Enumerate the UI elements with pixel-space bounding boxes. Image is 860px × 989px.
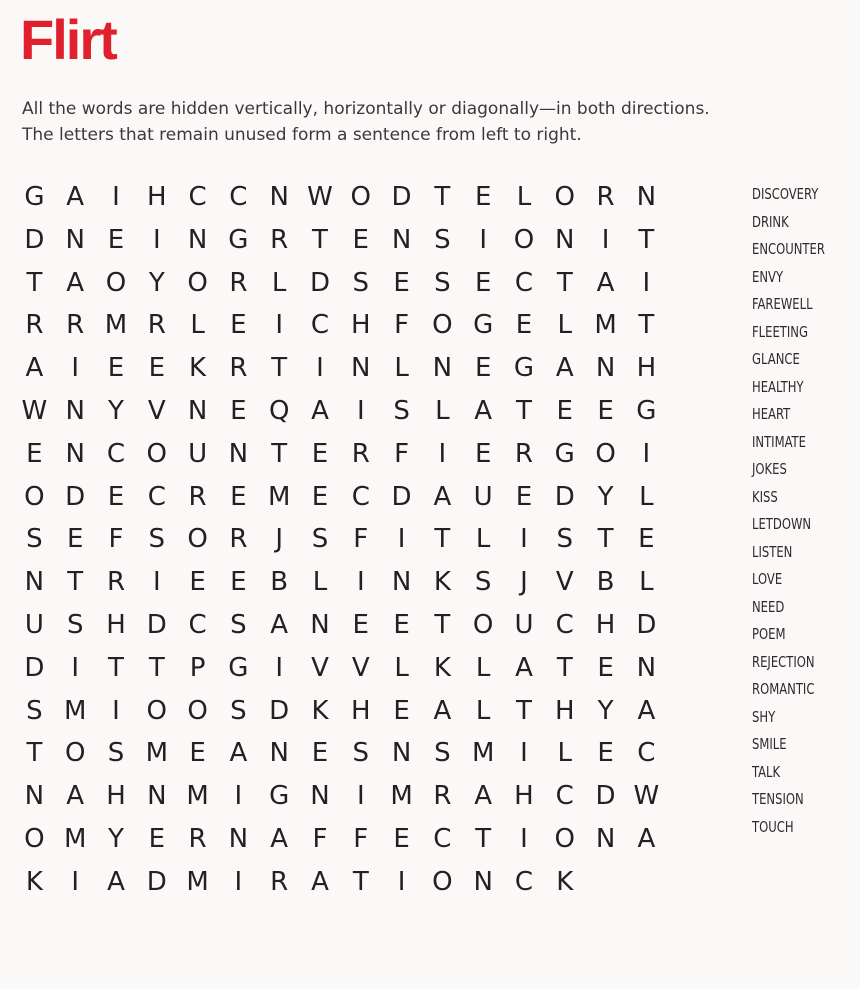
grid-letter: O — [24, 481, 45, 512]
grid-letter: T — [26, 267, 43, 298]
grid-letter: T — [108, 652, 124, 683]
grid-letter: D — [391, 481, 412, 512]
grid-letter: S — [66, 609, 84, 640]
grid-letter: L — [475, 524, 491, 555]
grid-letter: R — [270, 866, 289, 897]
grid-letter: S — [352, 738, 370, 769]
grid-letter: T — [148, 652, 165, 683]
grid-letter: D — [146, 609, 167, 640]
grid-letter: V — [147, 395, 166, 426]
grid-letter: F — [312, 823, 328, 854]
grid-letter: R — [596, 182, 615, 212]
grid-letter: N — [636, 652, 657, 683]
grid-letter: R — [229, 524, 248, 555]
grid-letter: U — [514, 609, 534, 640]
grid-letter: E — [311, 438, 329, 469]
grid-letter: E — [393, 267, 410, 298]
grid-letter: H — [350, 310, 371, 341]
word-list-item: INTIMATE — [752, 432, 806, 451]
grid-letter: R — [514, 438, 533, 469]
grid-letter: T — [67, 567, 84, 598]
grid-letter: O — [105, 267, 127, 298]
grid-letter: I — [275, 652, 284, 683]
grid-letter: F — [353, 823, 369, 854]
word-list-item: TOUCH — [752, 817, 794, 836]
grid-letter: E — [148, 823, 165, 854]
grid-letter: M — [186, 781, 209, 812]
grid-letter: R — [66, 310, 85, 341]
grid-letter: T — [638, 310, 655, 341]
grid-letter: A — [311, 395, 329, 426]
grid-letter: E — [474, 353, 492, 384]
grid-letter: C — [188, 609, 207, 640]
grid-letter: I — [112, 182, 120, 212]
grid-letter: N — [473, 866, 493, 897]
grid-letter: N — [65, 224, 85, 255]
grid-letter: E — [638, 524, 655, 555]
grid-letter: R — [351, 438, 370, 469]
grid-letter: E — [26, 438, 43, 469]
grid-letter: S — [556, 524, 574, 555]
grid-letter: S — [148, 524, 166, 555]
grid-letter: O — [554, 823, 575, 854]
grid-letter: N — [391, 567, 412, 598]
grid-letter: I — [520, 738, 528, 769]
grid-letter: E — [393, 609, 410, 640]
grid-letter: O — [64, 738, 86, 769]
grid-letter: D — [65, 481, 86, 512]
grid-letter: I — [520, 524, 528, 555]
grid-letter: C — [351, 481, 370, 512]
grid-letter: O — [350, 182, 371, 212]
grid-letter: E — [230, 481, 247, 512]
grid-letter: E — [597, 652, 614, 683]
grid-letter: S — [107, 738, 125, 769]
grid-letter: N — [228, 823, 249, 854]
word-list-item: LETDOWN — [752, 515, 812, 533]
grid-letter: E — [230, 567, 247, 598]
grid-letter: H — [595, 609, 616, 640]
grid-letter: A — [25, 353, 44, 384]
grid-letter: L — [516, 182, 532, 212]
letter-grid — [14, 178, 674, 906]
grid-letter: I — [356, 567, 365, 598]
grid-letter: S — [311, 524, 329, 555]
grid-letter: L — [271, 267, 287, 298]
grid-letter: E — [352, 609, 369, 640]
grid-letter: O — [554, 182, 575, 212]
grid-letter: E — [107, 353, 125, 384]
grid-letter: N — [555, 224, 575, 255]
grid-letter: I — [642, 438, 651, 469]
grid-letter: J — [275, 524, 284, 555]
grid-letter: I — [397, 866, 406, 897]
word-list-item: KISS — [752, 487, 778, 506]
grid-letter: W — [21, 395, 48, 426]
grid-letter: N — [187, 224, 208, 255]
grid-letter: E — [597, 395, 614, 426]
grid-letter: I — [71, 866, 80, 897]
grid-letter: M — [594, 310, 617, 341]
grid-letter: L — [639, 567, 654, 598]
grid-letter: G — [228, 652, 249, 683]
grid-letter: R — [25, 310, 44, 341]
grid-letter: B — [596, 567, 615, 598]
grid-letter: S — [434, 224, 451, 255]
puzzle-instructions: All the words are hidden vertically, horizontally or diagonally—in both directions. The letters that remain unused form a sentence from left to right. — [22, 99, 710, 145]
grid-letter: A — [555, 353, 574, 384]
grid-letter: N — [65, 438, 85, 469]
grid-letter: H — [106, 781, 126, 812]
grid-letter: M — [63, 695, 87, 726]
grid-letter: D — [146, 866, 167, 897]
grid-letter: D — [554, 481, 575, 512]
grid-letter: I — [397, 524, 406, 555]
grid-letter: M — [267, 481, 291, 512]
grid-letter: T — [597, 524, 614, 555]
grid-letter: T — [516, 395, 532, 426]
grid-letter: N — [310, 609, 330, 640]
grid-letter: L — [435, 395, 450, 426]
grid-letter: O — [24, 823, 45, 854]
word-list-item: SMILE — [752, 735, 787, 753]
grid-letter: H — [147, 182, 167, 212]
grid-letter: D — [269, 695, 290, 726]
grid-letter: E — [107, 481, 125, 512]
word-list-item: DISCOVERY — [752, 185, 819, 203]
grid-letter: D — [309, 267, 330, 298]
grid-letter: G — [636, 395, 657, 426]
grid-letter: A — [66, 182, 85, 212]
grid-letter: S — [434, 267, 451, 298]
grid-letter: M — [104, 310, 128, 341]
grid-letter: F — [394, 438, 410, 469]
grid-letter: U — [24, 609, 44, 640]
grid-letter: H — [106, 609, 126, 640]
grid-letter: S — [393, 395, 410, 426]
grid-letter: D — [24, 224, 45, 255]
grid-letter: U — [188, 438, 208, 469]
grid-letter: O — [432, 866, 453, 897]
grid-letter: R — [270, 224, 289, 255]
grid-letter: R — [188, 823, 207, 854]
word-list-item: ENVY — [752, 267, 784, 286]
grid-letter: A — [433, 481, 452, 512]
grid-letter: V — [555, 567, 574, 598]
grid-letter: O — [146, 695, 168, 726]
grid-letter: R — [188, 481, 207, 512]
grid-letter: T — [312, 224, 328, 255]
grid-letter: C — [514, 267, 534, 298]
grid-letter: C — [555, 781, 574, 812]
grid-letter: T — [475, 823, 492, 854]
grid-letter: E — [107, 224, 125, 255]
grid-letter: B — [270, 567, 289, 598]
grid-letter: E — [474, 182, 492, 212]
grid-letter: S — [26, 695, 43, 726]
grid-letter: E — [556, 395, 573, 426]
grid-letter: C — [229, 182, 248, 212]
grid-letter: C — [637, 738, 656, 769]
grid-letter: L — [475, 652, 491, 683]
grid-letter: I — [112, 695, 120, 726]
grid-letter: Y — [148, 267, 165, 298]
grid-letter: N — [595, 823, 616, 854]
grid-letter: H — [554, 695, 575, 726]
word-list-item: DRINK — [752, 212, 789, 231]
grid-letter: L — [475, 695, 491, 726]
grid-letter: G — [269, 781, 290, 812]
grid-letter: N — [310, 781, 330, 812]
grid-letter: T — [434, 609, 451, 640]
grid-letter: C — [514, 866, 534, 897]
grid-letter: A — [474, 395, 493, 426]
grid-letter: E — [230, 395, 247, 426]
grid-letter: I — [234, 866, 243, 897]
grid-letter: Y — [597, 481, 614, 512]
grid-letter: I — [275, 310, 284, 341]
grid-letter: S — [434, 738, 451, 769]
grid-letter: U — [473, 481, 493, 512]
grid-letter: D — [391, 182, 412, 212]
grid-letter: I — [438, 438, 447, 469]
grid-letter: S — [230, 695, 247, 726]
grid-letter: E — [515, 310, 533, 341]
word-list-item: LISTEN — [752, 542, 793, 561]
grid-letter: L — [394, 353, 409, 384]
grid-letter: I — [601, 224, 610, 255]
grid-letter: E — [230, 310, 247, 341]
grid-letter: W — [633, 781, 660, 812]
grid-letter: A — [107, 866, 125, 897]
grid-letter: A — [311, 866, 329, 897]
grid-letter: N — [24, 567, 45, 598]
grid-letter: T — [26, 738, 43, 769]
grid-letter: I — [316, 353, 324, 384]
grid-letter: I — [479, 224, 487, 255]
grid-letter: D — [595, 781, 616, 812]
grid-letter: T — [434, 524, 451, 555]
grid-letter: D — [24, 652, 45, 683]
grid-letter: R — [229, 267, 248, 298]
grid-letter: N — [391, 224, 412, 255]
word-list-item: ROMANTIC — [752, 680, 815, 698]
grid-letter: A — [637, 823, 656, 854]
grid-letter: Y — [108, 395, 124, 426]
word-list-item: HEALTHY — [752, 377, 804, 396]
grid-letter: Q — [268, 395, 290, 426]
grid-letter: I — [71, 652, 80, 683]
grid-letter: M — [471, 738, 495, 769]
grid-letter: H — [636, 353, 657, 384]
grid-letter: N — [391, 738, 412, 769]
grid-letter: K — [433, 652, 451, 683]
grid-letter: E — [474, 267, 492, 298]
grid-letter: S — [230, 609, 247, 640]
word-list-item: FLEETING — [752, 322, 808, 341]
grid-letter: T — [352, 866, 369, 897]
word-list-item: LOVE — [752, 570, 783, 588]
grid-letter: I — [520, 823, 528, 854]
grid-letter: S — [26, 524, 43, 555]
grid-letter: G — [473, 310, 494, 341]
word-list-item: JOKES — [752, 460, 787, 478]
grid-letter: J — [520, 567, 528, 598]
grid-letter: G — [228, 224, 249, 255]
grid-letter: A — [229, 738, 248, 769]
grid-letter: L — [190, 310, 205, 341]
grid-letter: V — [311, 652, 329, 683]
grid-letter: O — [472, 609, 494, 640]
grid-letter: A — [66, 781, 85, 812]
grid-letter: S — [352, 267, 370, 298]
grid-letter: A — [515, 652, 533, 683]
grid-letter: A — [270, 823, 289, 854]
grid-letter: S — [474, 567, 492, 598]
grid-letter: N — [228, 438, 249, 469]
grid-letter: I — [642, 267, 651, 298]
grid-letter: E — [311, 481, 329, 512]
grid-letter: C — [555, 609, 574, 640]
grid-letter: T — [271, 438, 288, 469]
grid-letter: Y — [597, 695, 614, 726]
word-list-item: FAREWELL — [752, 295, 813, 313]
grid-letter: E — [189, 567, 206, 598]
word-list-item: ENCOUNTER — [752, 240, 825, 258]
grid-letter: I — [234, 781, 243, 812]
grid-letter: G — [24, 182, 45, 212]
grid-letter: G — [554, 438, 575, 469]
grid-letter: F — [108, 524, 124, 555]
grid-letter: E — [393, 695, 410, 726]
grid-letter: C — [188, 182, 207, 212]
grid-letter: N — [432, 353, 453, 384]
word-list-item: TALK — [752, 762, 781, 781]
grid-letter: N — [636, 182, 657, 212]
grid-letter: N — [147, 781, 167, 812]
grid-letter: E — [148, 353, 165, 384]
grid-letter: E — [352, 224, 369, 255]
grid-letter: C — [147, 481, 166, 512]
grid-letter: A — [637, 695, 656, 726]
grid-letter: T — [638, 224, 655, 255]
grid-letter: T — [271, 353, 288, 384]
grid-letter: O — [595, 438, 616, 469]
grid-letter: N — [595, 353, 616, 384]
grid-letter: W — [307, 182, 333, 212]
grid-letter: L — [394, 652, 409, 683]
grid-letter: A — [66, 267, 85, 298]
grid-letter: G — [513, 353, 535, 384]
grid-letter: T — [516, 695, 532, 726]
grid-letter: A — [596, 267, 615, 298]
grid-letter: R — [106, 567, 126, 598]
grid-letter: A — [474, 781, 493, 812]
puzzle-title: Flirt — [20, 8, 116, 71]
grid-letter: N — [65, 395, 85, 426]
grid-letter: N — [269, 738, 289, 769]
grid-letter: O — [187, 695, 208, 726]
grid-letter: I — [356, 781, 365, 812]
grid-letter: L — [639, 481, 654, 512]
grid-letter: T — [556, 267, 573, 298]
grid-letter: E — [311, 738, 329, 769]
grid-letter: Y — [108, 823, 124, 854]
grid-letter: O — [187, 524, 208, 555]
grid-letter: I — [356, 395, 365, 426]
grid-letter: C — [310, 310, 330, 341]
word-list-item: TENSION — [752, 790, 804, 808]
grid-letter: H — [350, 695, 371, 726]
word-list-item: SHY — [752, 707, 776, 726]
grid-letter: K — [433, 567, 451, 598]
grid-letter: N — [269, 182, 289, 212]
grid-letter: M — [186, 866, 209, 897]
grid-letter: N — [351, 353, 371, 384]
grid-letter: D — [636, 609, 657, 640]
grid-letter: F — [394, 310, 410, 341]
grid-letter: C — [433, 823, 452, 854]
word-list-item: HEART — [752, 405, 791, 423]
grid-letter: V — [351, 652, 370, 683]
grid-letter: E — [393, 823, 410, 854]
grid-letter: O — [513, 224, 535, 255]
grid-letter: M — [390, 781, 413, 812]
word-list-item: GLANCE — [752, 350, 800, 368]
grid-letter: N — [24, 781, 45, 812]
grid-letter: I — [152, 567, 161, 598]
grid-letter: M — [63, 823, 87, 854]
grid-letter: E — [189, 738, 206, 769]
grid-letter: E — [474, 438, 492, 469]
grid-letter: R — [433, 781, 452, 812]
word-list-item: NEED — [752, 597, 785, 616]
grid-letter: R — [147, 310, 166, 341]
grid-letter: O — [187, 267, 208, 298]
grid-letter: E — [66, 524, 84, 555]
grid-letter: T — [556, 652, 573, 683]
grid-letter: I — [152, 224, 161, 255]
grid-letter: L — [557, 310, 572, 341]
grid-letter: K — [311, 695, 329, 726]
grid-letter: I — [71, 353, 80, 384]
word-list — [752, 181, 837, 841]
grid-letter: E — [597, 738, 614, 769]
grid-letter: A — [433, 695, 452, 726]
word-list-item: REJECTION — [752, 652, 815, 671]
grid-letter: K — [25, 866, 43, 897]
grid-letter: K — [556, 866, 574, 897]
grid-letter: R — [229, 353, 248, 384]
grid-letter: N — [187, 395, 208, 426]
grid-letter: E — [515, 481, 533, 512]
grid-letter: P — [189, 652, 206, 683]
grid-letter: L — [312, 567, 328, 598]
grid-letter: O — [432, 310, 453, 341]
word-list-item: POEM — [752, 625, 786, 643]
grid-letter: H — [514, 781, 534, 812]
grid-letter: K — [189, 353, 207, 384]
grid-letter: L — [557, 738, 572, 769]
grid-letter: F — [353, 524, 369, 555]
grid-letter: C — [106, 438, 126, 469]
grid-letter: O — [146, 438, 168, 469]
grid-letter: T — [434, 182, 451, 212]
grid-letter: A — [270, 609, 289, 640]
grid-letter: M — [145, 738, 168, 769]
